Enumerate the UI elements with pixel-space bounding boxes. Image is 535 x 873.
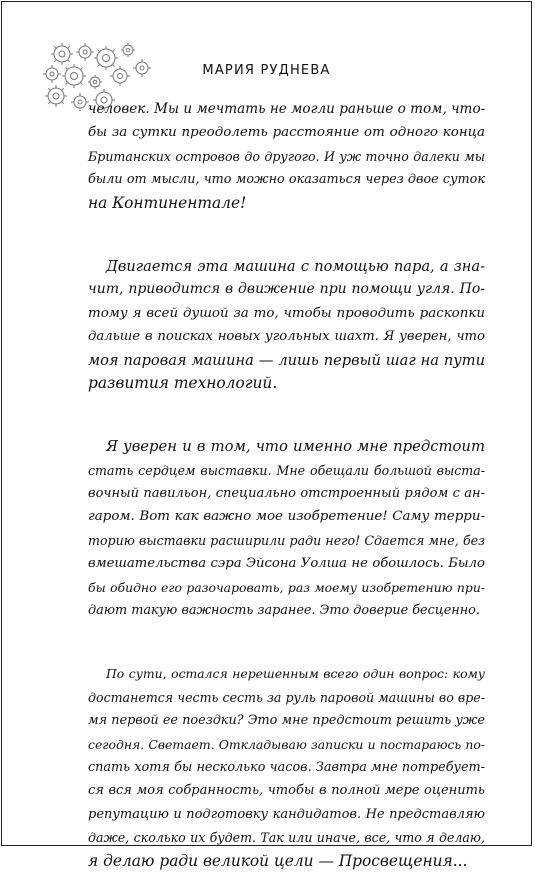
text-line: репутацию и подготовку кандидатов. Не представляю	[88, 806, 485, 822]
text-line: По сути, остался нерешенным всего один вопрос: кому	[106, 666, 485, 682]
text-line: дальше в поисках новых угольных шахт. Я уверен, что	[88, 329, 485, 345]
paragraph	[88, 255, 485, 395]
text-line: чит, приводится в движение при помощи угля. По-	[88, 281, 485, 298]
text-line: ся вся моя собранность, чтобы в полной мере оценить	[88, 783, 485, 799]
text-line: бы обидно его разочаровать, раз моему изобретению при-	[88, 579, 485, 595]
text-line: вмешательства сэра Эйсона Уолша не обошлось. Было	[88, 556, 485, 572]
text-line: сегодня. Светает. Откладываю записки и постараюсь по-	[88, 736, 485, 752]
text-line: вочный павильон, специально отстроенный рядом с ан-	[88, 486, 485, 502]
text-line: Двигается эта машина с помощью пара, а зна-	[106, 257, 485, 275]
text-line: спать хотя бы несколько часов. Завтра мне потребует-	[88, 759, 485, 775]
author-header: МАРИЯ РУДНЕВА	[202, 63, 331, 78]
text-line: на Континентале!	[88, 193, 247, 212]
paragraph	[88, 662, 485, 873]
text-line: Я уверен и в том, что именно мне предстоит	[106, 438, 485, 456]
book-page	[1, 1, 532, 870]
text-line: торию выставки расширили ради него! Сдается мне, без	[88, 532, 485, 548]
text-line: я делаю ради великой цели — Просвещения...	[88, 851, 468, 870]
text-line: Британских островов до другого. И уж точно далеки мы	[88, 148, 485, 164]
text-line: человек. Мы и мечтать не могли раньше о том, что-	[88, 101, 486, 117]
text-line: мя первой ее поездки? Это мне предстоит решить уже	[88, 713, 485, 729]
text-line: дают такую важность заранее. Это доверие бесценно.	[88, 603, 480, 619]
text-line: развития технологий.	[88, 373, 278, 392]
text-line: стать сердцем выставки. Мне обещали большой выста-	[88, 462, 485, 478]
text-line: бы за сутки преодолеть расстояние от одного конца	[88, 125, 485, 141]
text-line: достанется честь сесть за руль паровой машины во вре-	[88, 689, 485, 705]
text-line: гаром. Вот как важно мое изобретение! Саму терри-	[88, 509, 485, 525]
handwritten-body-text	[88, 98, 485, 873]
text-line: были от мысли, что можно оказаться через двое суток	[88, 172, 485, 188]
paragraph	[88, 435, 485, 622]
text-line: даже, сколько их будет. Так или иначе, все, что я делаю,	[88, 830, 485, 846]
text-line: моя паровая машина — лишь первый шаг на пути	[88, 351, 485, 369]
text-line: тому я всей душой за то, чтобы проводить раскопки	[88, 305, 485, 321]
paragraph	[88, 98, 485, 215]
